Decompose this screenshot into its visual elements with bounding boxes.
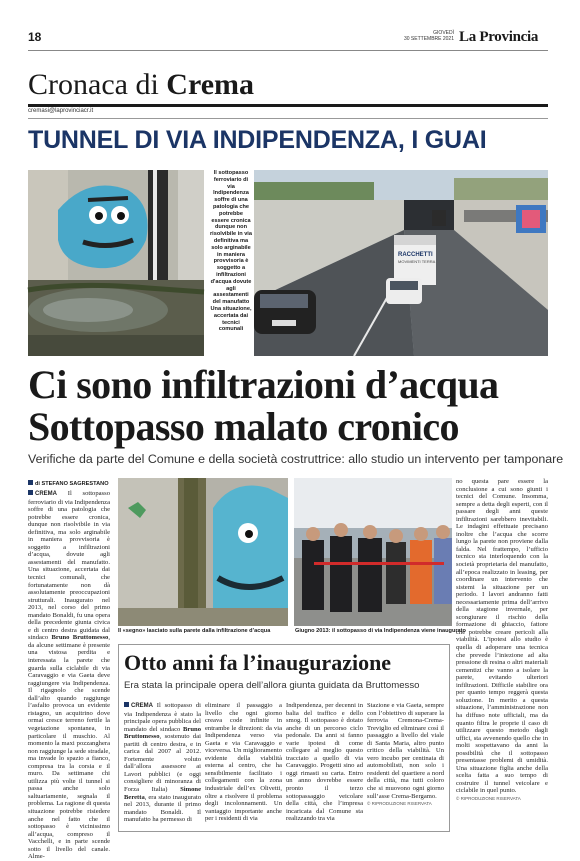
kicker-headline: TUNNEL DI VIA INDIPENDENZA, I GUAI xyxy=(28,126,487,154)
section-rule xyxy=(28,104,548,107)
section-email[interactable]: cremasi@laprovinciacr.it xyxy=(28,108,94,114)
photo-graffiti-wall xyxy=(28,170,204,356)
photo-caption-tunnel: Il sottopasso ferroviario di via Indipendenza soffre di una patologia che potrebbe essere cronica dunque non risolvibile in via definitiva ma solo arginabile in maniera provvisoria è soggetto a infiltrazioni d'acqua dovute agli assestamenti del manufatto Una situazione, accertata dai tecnici comunali xyxy=(210,170,252,333)
box-name-1: Bruno Bruttomesso xyxy=(124,725,201,741)
article-square-icon xyxy=(28,490,33,495)
photo-wall-stain xyxy=(118,478,288,626)
issue-day: GIOVEDÌ xyxy=(433,30,454,36)
box-title: Otto anni fa l’inaugurazione xyxy=(124,650,392,675)
article-column-right: no questa pare essere la conclusione a cui sono giunti i tecnici del Comune. Insomma, sempre a detta degli esperti, con il passare degli anni queste infiltrazioni sarebbero inevitabili. Le indagini effettuate precisano inoltre che l’acqua che scorre lungo la parete non proviene dalla falda. Nel frattempo, l’ufficio tecnico sta interloquendo con la società proprietaria del manufatto, all’epoca realizzato in leasing, per coordinare un intervento che sistemi la situazione per un periodo. I lavori andranno fatti necessariamente prima dell’arrivo della stagione invernale, per scongiurare il rischio della formazione di ghiaccio, fattore che potrebbe creare pericoli alla viabilità. L’ipotesi allo studio è quella di adoperare una tecnica che prevede l’iniezione ad alta pressione di resina o altri materiali cementizi che vanno a isolare la parete, evitando ulteriori infiltrazioni. Difficile stabilire ora per quanto tempo reggerà questa soluzione. In merito a questa situazione, l’amministrazione non ha diffuso note ufficiali, ma da quanto filtra le proprie il caso di utilizzare questo metodo dagli uffici, sta avvenendo quello che in molti sospettavano da anni la possibilità che il sottopasso presentasse problemi di umidità. Una situazione figlia anche della scelta fatta a suo tempo di costruire il tunnel veicolare e ciclabile in quel punto. © RIPRODUZIONE RISERVATA xyxy=(456,478,548,801)
main-headline xyxy=(28,364,558,448)
box-square-icon xyxy=(124,702,129,707)
kicker-rule xyxy=(28,118,548,119)
article-column-left: CREMA Il sottopasso ferroviario di via Indipendenza soffre di una patologia che potrebbe essere cronica, dunque non risolvibile in via definitiva, ma solo arginabile in maniera provvisoria è soggetto a infiltrazioni d’acqua, dovute agli assestamenti del manufatto. Una situazione, accertata dai tecnici comunali, che fortunatamente non dà assolutamente preoccupazioni strutturali. Inaugurato nel 2013, nel corso del primo mandato Bonaldi, fu una opera della precedente giunta civica e di centro destra guidata dal sindaco Bruno Bruttomesso, da alcune settimane è presente una vistosa perdita e interessata la parete che guarda sulla ciclabile di via Caravaggio e via Gaeta deve raggiungere via Indipendenza. Il rigagnolo che scende dall’alto quando raggiunge l’asfalto provoca un evidente ristagno, un acquitrino dove ormai cresce terreno fertile la vegetazione spontanea, in particolare il muschio. Al momento la maxi pozzanghera non raggiunge la sede stradale, ma invade lo spazio a fianco, compresa tra la corsia e il muro. Da settimane chi utilizza più volte il tunnel si passa anche solo saltuariamente, segnala il problema. La ragione di questa situazione potrebbe risiedere anche nel fatto che il sottopasso è vicinissimo all’acqua, compreso il Vacchelli, e in parte scende sotto il livello del canale. Alme- xyxy=(28,490,110,861)
byline-square-icon xyxy=(28,480,33,485)
newspaper-logo: La Provincia xyxy=(459,29,539,45)
photo-tunnel-traffic xyxy=(254,170,548,356)
article-name: Bruno Bruttomesso xyxy=(51,634,109,642)
article-tag: CREMA xyxy=(35,491,57,497)
caption-inauguration: Giugno 2013: il sottopasso di via Indipendenza viene inaugurato xyxy=(295,628,466,634)
section-title xyxy=(28,68,254,102)
subheadline: Verifiche da parte del Comune e della società costruttrice: allo studio un intervento per tamponare xyxy=(28,452,564,466)
box-column-2: eliminare il passaggio a livello che ogni giorno creava code infinite in entrambe le direzioni: da via Indipendenza verso via Gaeta e via Caravaggio e viceversa. Un miglioramento evidente della viabilità esterna al centro, che ha sensibilmente facilitato i collegamenti con la zona industriale dell’ex Olivetti, oltre a risolvere il problema degli incolonnamenti. Un vantaggio importante anche per i residenti di via xyxy=(205,702,282,823)
issue-date xyxy=(400,30,454,42)
box-column-4: Stazione e via Gaeta, sempre con l’obiettivo di superare la ferrovia Cremona-Crema-Treviglio ed eliminare così il passaggio a livello del viale di Santa Maria, altro punto critico della viabilità. Un vero incubo per centinaia di automobilisti, non solo i residenti del quartiere a nord della città, ma tutti coloro che si muovono ogni giorno sull’asse Crema-Bergamo. © RIPRODUZIONE RISERVATA xyxy=(367,702,444,807)
article-copyright: © RIPRODUZIONE RISERVATA xyxy=(456,795,521,801)
box-subtitle: Era stata la principale opera dell’allora giunta guidata da Bruttomesso xyxy=(124,680,420,691)
issue-full-date: 30 SETTEMBRE 2021 xyxy=(403,36,454,42)
box-tag: CREMA xyxy=(131,703,153,709)
caption-wall-stain: Il «segno» lasciato sulla parete dalla infiltrazione d’acqua xyxy=(118,628,271,634)
box-name-2: Simone Beretta xyxy=(124,786,201,801)
box-column-3: Indipendenza, per decenni in balia del traffico e dello smog. Il sottopasso è dotato anche di un percorso ciclo pedonale. Da anni si fanno varie ipotesi di come collegare al meglio questo tracciato a quello di via Caravaggio. Progetti sino ad oggi rimasti su carta. Entro un anno dovrebbe essere pronto il terzo sottopassaggio veicolare della città, che l’impresa incaricata dal Comune sta realizzando tra via xyxy=(286,702,363,823)
photo-inauguration xyxy=(294,478,452,626)
truck-brand-label: RACCHETTI xyxy=(398,252,433,258)
header-rule xyxy=(28,50,548,51)
page-number: 18 xyxy=(28,30,42,44)
truck-brand-sub: MOVIMENTI TERRA xyxy=(398,259,436,264)
section-prefix: Cronaca di xyxy=(28,68,167,101)
section-city: Crema xyxy=(166,68,255,101)
box-copyright: © RIPRODUZIONE RISERVATA xyxy=(367,801,432,807)
byline: di STEFANO SAGRESTANO xyxy=(28,480,109,487)
box-column-1: CREMA Il sottopasso di via Indipendenza è stato la principale opera pubblica del mandato del sindaco Bruno Bruttomesso, sostenuto dai partiti di centro destra, e in carica dal 2007 al 2012. Fortemente voluto dall’allora assessore ai Lavori pubblici (e oggi consigliere di minoranza di Forza Italia) Simone Beretta, era stato inaugurato nel 2013, durante il primo mandato Bonaldi. Il manufatto ha permesso di xyxy=(124,702,201,824)
headline-line-2: Sottopasso malato cronico xyxy=(28,404,459,449)
headline-line-1: Ci sono infiltrazioni d’acqua xyxy=(28,362,499,407)
